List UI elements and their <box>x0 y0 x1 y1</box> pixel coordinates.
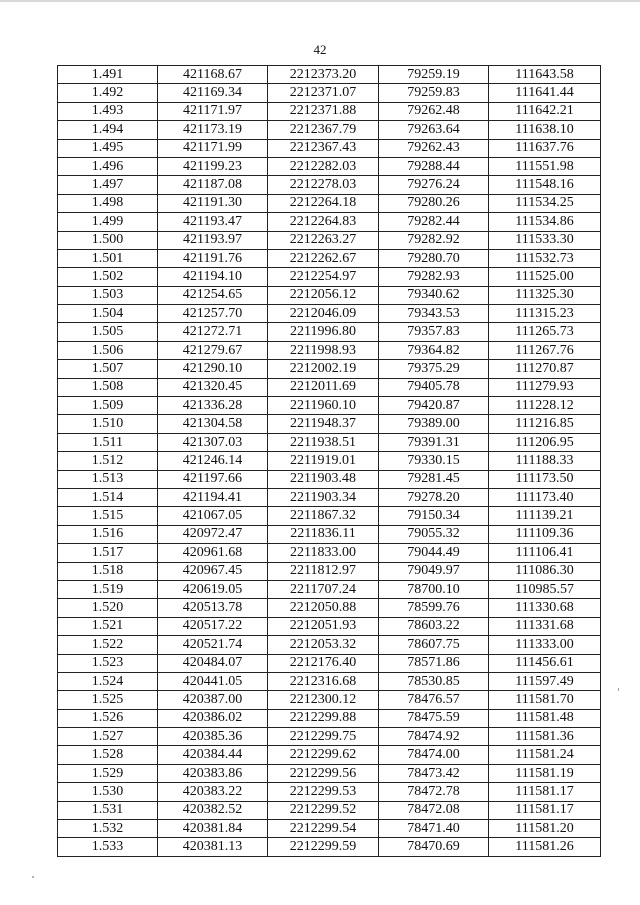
x-local-cell: 78471.40 <box>379 820 489 838</box>
table-row <box>58 360 601 378</box>
x-coord-cell: 421307.03 <box>158 433 268 451</box>
x-coord-cell: 420441.05 <box>158 672 268 690</box>
point-id-cell: 1.494 <box>58 121 158 139</box>
table-row <box>58 691 601 709</box>
table-row <box>58 654 601 672</box>
x-coord-cell: 420386.02 <box>158 709 268 727</box>
table-row <box>58 525 601 543</box>
x-local-cell: 79282.92 <box>379 231 489 249</box>
point-id-cell: 1.529 <box>58 764 158 782</box>
x-local-cell: 79288.44 <box>379 157 489 175</box>
x-local-cell: 78472.78 <box>379 783 489 801</box>
y-local-cell: 110985.57 <box>489 580 601 598</box>
table-row <box>58 801 601 819</box>
y-coord-cell: 2212050.88 <box>268 599 379 617</box>
y-local-cell: 111551.98 <box>489 157 601 175</box>
table-row <box>58 507 601 525</box>
x-local-cell: 78473.42 <box>379 764 489 782</box>
y-local-cell: 111139.21 <box>489 507 601 525</box>
y-coord-cell: 2212299.54 <box>268 820 379 838</box>
point-id-cell: 1.520 <box>58 599 158 617</box>
point-id-cell: 1.516 <box>58 525 158 543</box>
point-id-cell: 1.515 <box>58 507 158 525</box>
y-local-cell: 111637.76 <box>489 139 601 157</box>
table-row <box>58 397 601 415</box>
y-local-cell: 111581.24 <box>489 746 601 764</box>
x-coord-cell: 420385.36 <box>158 728 268 746</box>
point-id-cell: 1.518 <box>58 562 158 580</box>
y-coord-cell: 2211812.97 <box>268 562 379 580</box>
point-id-cell: 1.499 <box>58 213 158 231</box>
x-local-cell: 79150.34 <box>379 507 489 525</box>
x-local-cell: 79340.62 <box>379 286 489 304</box>
x-coord-cell: 421169.34 <box>158 84 268 102</box>
x-local-cell: 78599.76 <box>379 599 489 617</box>
x-local-cell: 79357.83 <box>379 323 489 341</box>
x-coord-cell: 420381.84 <box>158 820 268 838</box>
point-id-cell: 1.500 <box>58 231 158 249</box>
x-coord-cell: 421199.23 <box>158 157 268 175</box>
y-coord-cell: 2211996.80 <box>268 323 379 341</box>
point-id-cell: 1.493 <box>58 102 158 120</box>
x-local-cell: 79049.97 <box>379 562 489 580</box>
y-local-cell: 111581.26 <box>489 838 601 856</box>
x-local-cell: 79278.20 <box>379 488 489 506</box>
x-coord-cell: 420619.05 <box>158 580 268 598</box>
point-id-cell: 1.503 <box>58 286 158 304</box>
point-id-cell: 1.517 <box>58 544 158 562</box>
y-local-cell: 111109.36 <box>489 525 601 543</box>
y-local-cell: 111279.93 <box>489 378 601 396</box>
y-coord-cell: 2212299.75 <box>268 728 379 746</box>
table-row <box>58 102 601 120</box>
y-local-cell: 111533.30 <box>489 231 601 249</box>
y-local-cell: 111642.21 <box>489 102 601 120</box>
x-local-cell: 78474.92 <box>379 728 489 746</box>
x-coord-cell: 420382.52 <box>158 801 268 819</box>
y-local-cell: 111206.95 <box>489 433 601 451</box>
y-coord-cell: 2212299.53 <box>268 783 379 801</box>
x-local-cell: 78700.10 <box>379 580 489 598</box>
y-local-cell: 111638.10 <box>489 121 601 139</box>
y-coord-cell: 2212373.20 <box>268 66 379 84</box>
x-coord-cell: 421246.14 <box>158 452 268 470</box>
x-coord-cell: 421290.10 <box>158 360 268 378</box>
page-number: 42 <box>313 42 327 57</box>
table-row <box>58 305 601 323</box>
x-local-cell: 79262.48 <box>379 102 489 120</box>
y-coord-cell: 2212051.93 <box>268 617 379 635</box>
point-id-cell: 1.533 <box>58 838 158 856</box>
point-id-cell: 1.508 <box>58 378 158 396</box>
table-row <box>58 452 601 470</box>
x-local-cell: 78571.86 <box>379 654 489 672</box>
y-local-cell: 111456.61 <box>489 654 601 672</box>
y-local-cell: 111581.17 <box>489 783 601 801</box>
y-local-cell: 111331.68 <box>489 617 601 635</box>
x-local-cell: 79044.49 <box>379 544 489 562</box>
point-id-cell: 1.505 <box>58 323 158 341</box>
point-id-cell: 1.523 <box>58 654 158 672</box>
x-local-cell: 79282.44 <box>379 213 489 231</box>
x-coord-cell: 421194.10 <box>158 268 268 286</box>
x-coord-cell: 420383.22 <box>158 783 268 801</box>
point-id-cell: 1.522 <box>58 636 158 654</box>
x-local-cell: 79343.53 <box>379 305 489 323</box>
x-coord-cell: 421304.58 <box>158 415 268 433</box>
y-coord-cell: 2212371.88 <box>268 102 379 120</box>
y-local-cell: 111333.00 <box>489 636 601 654</box>
y-local-cell: 111643.58 <box>489 66 601 84</box>
y-local-cell: 111581.17 <box>489 801 601 819</box>
x-local-cell: 78607.75 <box>379 636 489 654</box>
y-local-cell: 111581.48 <box>489 709 601 727</box>
x-coord-cell: 421193.97 <box>158 231 268 249</box>
y-local-cell: 111641.44 <box>489 84 601 102</box>
scan-speck <box>32 876 34 878</box>
y-local-cell: 111581.20 <box>489 820 601 838</box>
table-row <box>58 838 601 856</box>
x-local-cell: 78475.59 <box>379 709 489 727</box>
x-coord-cell: 421191.76 <box>158 249 268 267</box>
y-local-cell: 111597.49 <box>489 672 601 690</box>
table-row <box>58 636 601 654</box>
y-coord-cell: 2212056.12 <box>268 286 379 304</box>
x-coord-cell: 420517.22 <box>158 617 268 635</box>
point-id-cell: 1.510 <box>58 415 158 433</box>
point-id-cell: 1.512 <box>58 452 158 470</box>
table-row <box>58 783 601 801</box>
y-local-cell: 111525.00 <box>489 268 601 286</box>
point-id-cell: 1.530 <box>58 783 158 801</box>
y-coord-cell: 2212263.27 <box>268 231 379 249</box>
table-row <box>58 728 601 746</box>
y-local-cell: 111581.36 <box>489 728 601 746</box>
y-coord-cell: 2212011.69 <box>268 378 379 396</box>
x-coord-cell: 421279.67 <box>158 341 268 359</box>
table-row <box>58 378 601 396</box>
table-row <box>58 544 601 562</box>
y-local-cell: 111173.50 <box>489 470 601 488</box>
point-id-cell: 1.498 <box>58 194 158 212</box>
x-coord-cell: 420972.47 <box>158 525 268 543</box>
y-coord-cell: 2212254.97 <box>268 268 379 286</box>
y-local-cell: 111581.19 <box>489 764 601 782</box>
x-coord-cell: 421168.67 <box>158 66 268 84</box>
x-coord-cell: 421191.30 <box>158 194 268 212</box>
y-coord-cell: 2212299.59 <box>268 838 379 856</box>
table-row <box>58 562 601 580</box>
y-coord-cell: 2212299.62 <box>268 746 379 764</box>
y-local-cell: 111228.12 <box>489 397 601 415</box>
x-local-cell: 79262.43 <box>379 139 489 157</box>
x-coord-cell: 421067.05 <box>158 507 268 525</box>
point-id-cell: 1.525 <box>58 691 158 709</box>
x-local-cell: 78470.69 <box>379 838 489 856</box>
x-local-cell: 79280.26 <box>379 194 489 212</box>
x-local-cell: 79259.83 <box>379 84 489 102</box>
table-row <box>58 415 601 433</box>
y-local-cell: 111534.25 <box>489 194 601 212</box>
y-coord-cell: 2211919.01 <box>268 452 379 470</box>
x-local-cell: 79281.45 <box>379 470 489 488</box>
y-coord-cell: 2211707.24 <box>268 580 379 598</box>
x-local-cell: 79330.15 <box>379 452 489 470</box>
y-coord-cell: 2211867.32 <box>268 507 379 525</box>
point-id-cell: 1.497 <box>58 176 158 194</box>
y-local-cell: 111086.30 <box>489 562 601 580</box>
y-coord-cell: 2212300.12 <box>268 691 379 709</box>
x-local-cell: 79276.24 <box>379 176 489 194</box>
x-coord-cell: 420384.44 <box>158 746 268 764</box>
table-row <box>58 617 601 635</box>
point-id-cell: 1.495 <box>58 139 158 157</box>
y-local-cell: 111267.76 <box>489 341 601 359</box>
x-local-cell: 79405.78 <box>379 378 489 396</box>
x-local-cell: 79055.32 <box>379 525 489 543</box>
y-coord-cell: 2211836.11 <box>268 525 379 543</box>
y-local-cell: 111330.68 <box>489 599 601 617</box>
point-id-cell: 1.528 <box>58 746 158 764</box>
y-coord-cell: 2212367.43 <box>268 139 379 157</box>
table-row <box>58 194 601 212</box>
y-coord-cell: 2211903.34 <box>268 488 379 506</box>
point-id-cell: 1.531 <box>58 801 158 819</box>
x-coord-cell: 420383.86 <box>158 764 268 782</box>
point-id-cell: 1.492 <box>58 84 158 102</box>
table-row <box>58 433 601 451</box>
y-local-cell: 111270.87 <box>489 360 601 378</box>
table-row <box>58 746 601 764</box>
x-local-cell: 79364.82 <box>379 341 489 359</box>
x-coord-cell: 421171.97 <box>158 102 268 120</box>
y-coord-cell: 2211998.93 <box>268 341 379 359</box>
y-coord-cell: 2212262.67 <box>268 249 379 267</box>
x-local-cell: 79391.31 <box>379 433 489 451</box>
point-id-cell: 1.532 <box>58 820 158 838</box>
x-local-cell: 78603.22 <box>379 617 489 635</box>
table-row <box>58 213 601 231</box>
y-coord-cell: 2211960.10 <box>268 397 379 415</box>
x-local-cell: 79263.64 <box>379 121 489 139</box>
y-coord-cell: 2211903.48 <box>268 470 379 488</box>
y-coord-cell: 2211833.00 <box>268 544 379 562</box>
y-local-cell: 111265.73 <box>489 323 601 341</box>
x-coord-cell: 421193.47 <box>158 213 268 231</box>
y-coord-cell: 2212002.19 <box>268 360 379 378</box>
y-coord-cell: 2212053.32 <box>268 636 379 654</box>
point-id-cell: 1.513 <box>58 470 158 488</box>
x-coord-cell: 421171.99 <box>158 139 268 157</box>
table-row <box>58 231 601 249</box>
point-id-cell: 1.509 <box>58 397 158 415</box>
point-id-cell: 1.491 <box>58 66 158 84</box>
point-id-cell: 1.521 <box>58 617 158 635</box>
table-row <box>58 599 601 617</box>
y-coord-cell: 2212299.52 <box>268 801 379 819</box>
x-local-cell: 79259.19 <box>379 66 489 84</box>
y-local-cell: 111581.70 <box>489 691 601 709</box>
x-coord-cell: 420961.68 <box>158 544 268 562</box>
table-row <box>58 157 601 175</box>
point-id-cell: 1.514 <box>58 488 158 506</box>
table-row <box>58 672 601 690</box>
point-id-cell: 1.501 <box>58 249 158 267</box>
table-row <box>58 268 601 286</box>
y-coord-cell: 2212278.03 <box>268 176 379 194</box>
x-local-cell: 78530.85 <box>379 672 489 690</box>
table-row <box>58 709 601 727</box>
table-row <box>58 323 601 341</box>
table-row <box>58 249 601 267</box>
x-local-cell: 79375.29 <box>379 360 489 378</box>
y-local-cell: 111106.41 <box>489 544 601 562</box>
x-local-cell: 78472.08 <box>379 801 489 819</box>
y-local-cell: 111325.30 <box>489 286 601 304</box>
point-id-cell: 1.504 <box>58 305 158 323</box>
x-coord-cell: 421336.28 <box>158 397 268 415</box>
x-coord-cell: 421194.41 <box>158 488 268 506</box>
y-coord-cell: 2212264.18 <box>268 194 379 212</box>
y-local-cell: 111548.16 <box>489 176 601 194</box>
table-row <box>58 286 601 304</box>
x-coord-cell: 420387.00 <box>158 691 268 709</box>
x-coord-cell: 421187.08 <box>158 176 268 194</box>
x-local-cell: 79389.00 <box>379 415 489 433</box>
x-coord-cell: 421272.71 <box>158 323 268 341</box>
y-local-cell: 111534.86 <box>489 213 601 231</box>
point-id-cell: 1.496 <box>58 157 158 175</box>
x-coord-cell: 420513.78 <box>158 599 268 617</box>
x-coord-cell: 421254.65 <box>158 286 268 304</box>
table-row <box>58 580 601 598</box>
y-local-cell: 111216.85 <box>489 415 601 433</box>
x-local-cell: 78476.57 <box>379 691 489 709</box>
y-coord-cell: 2212299.88 <box>268 709 379 727</box>
y-local-cell: 111173.40 <box>489 488 601 506</box>
table-row <box>58 341 601 359</box>
coordinates-table-body <box>58 66 601 857</box>
x-local-cell: 79282.93 <box>379 268 489 286</box>
table-row <box>58 121 601 139</box>
y-coord-cell: 2212371.07 <box>268 84 379 102</box>
table-row <box>58 66 601 84</box>
table-row <box>58 84 601 102</box>
x-local-cell: 79280.70 <box>379 249 489 267</box>
y-local-cell: 111315.23 <box>489 305 601 323</box>
y-local-cell: 111532.73 <box>489 249 601 267</box>
y-coord-cell: 2212299.56 <box>268 764 379 782</box>
point-id-cell: 1.506 <box>58 341 158 359</box>
point-id-cell: 1.502 <box>58 268 158 286</box>
table-row <box>58 470 601 488</box>
table-row <box>58 488 601 506</box>
point-id-cell: 1.519 <box>58 580 158 598</box>
coordinates-table <box>57 65 601 857</box>
y-coord-cell: 2212264.83 <box>268 213 379 231</box>
y-coord-cell: 2211938.51 <box>268 433 379 451</box>
y-coord-cell: 2212176.40 <box>268 654 379 672</box>
x-local-cell: 78474.00 <box>379 746 489 764</box>
point-id-cell: 1.526 <box>58 709 158 727</box>
point-id-cell: 1.511 <box>58 433 158 451</box>
table-row <box>58 139 601 157</box>
point-id-cell: 1.507 <box>58 360 158 378</box>
x-coord-cell: 421257.70 <box>158 305 268 323</box>
y-coord-cell: 2212367.79 <box>268 121 379 139</box>
point-id-cell: 1.524 <box>58 672 158 690</box>
scan-edge <box>0 0 640 2</box>
table-row <box>58 176 601 194</box>
x-coord-cell: 420521.74 <box>158 636 268 654</box>
x-coord-cell: 421320.45 <box>158 378 268 396</box>
y-coord-cell: 2212316.68 <box>268 672 379 690</box>
x-coord-cell: 420381.13 <box>158 838 268 856</box>
y-local-cell: 111188.33 <box>489 452 601 470</box>
x-coord-cell: 421173.19 <box>158 121 268 139</box>
x-coord-cell: 420484.07 <box>158 654 268 672</box>
x-local-cell: 79420.87 <box>379 397 489 415</box>
point-id-cell: 1.527 <box>58 728 158 746</box>
y-coord-cell: 2212046.09 <box>268 305 379 323</box>
y-coord-cell: 2212282.03 <box>268 157 379 175</box>
table-row <box>58 820 601 838</box>
x-coord-cell: 420967.45 <box>158 562 268 580</box>
table-row <box>58 764 601 782</box>
scan-speck <box>618 688 619 691</box>
y-coord-cell: 2211948.37 <box>268 415 379 433</box>
x-coord-cell: 421197.66 <box>158 470 268 488</box>
